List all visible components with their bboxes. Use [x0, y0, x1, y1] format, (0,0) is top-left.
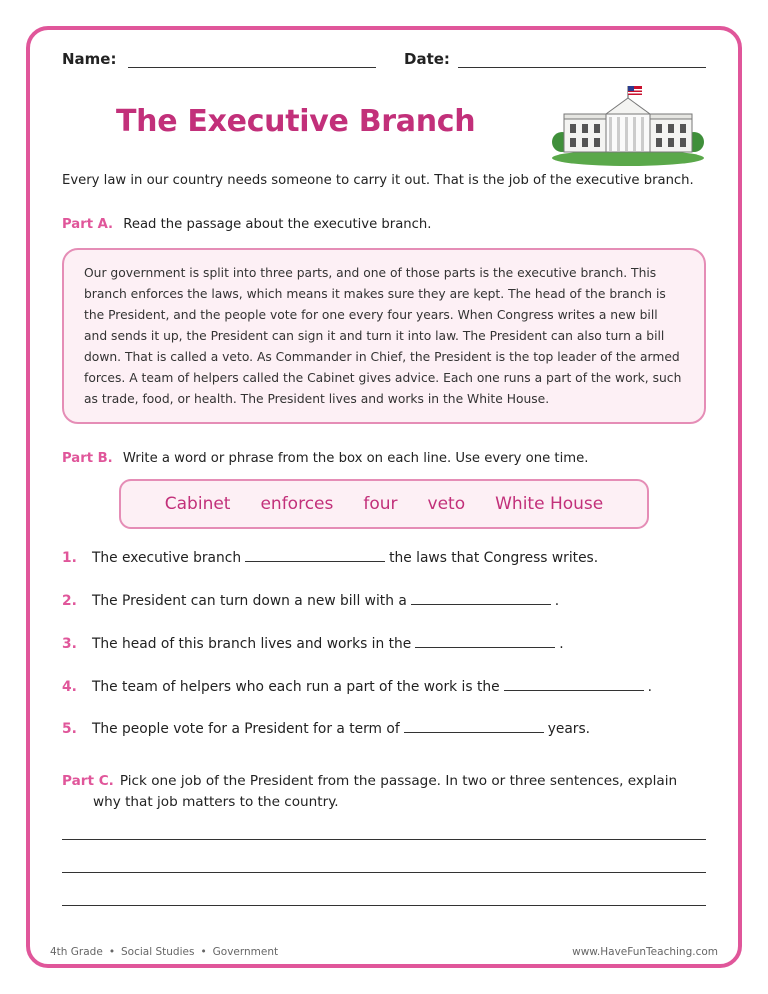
written-answer-line[interactable]	[62, 839, 706, 840]
question-text: The President can turn down a new bill with a	[92, 593, 407, 609]
question-text: The head of this branch lives and works in the	[92, 636, 412, 652]
part-c-heading	[62, 771, 722, 813]
word-bank	[119, 479, 649, 529]
question-4	[62, 677, 652, 695]
page-title: The Executive Branch	[116, 104, 476, 139]
white-house-illustration	[548, 84, 708, 168]
intro-text: Every law in our country needs someone to carry it out. That is the job of the executive branch.	[62, 173, 694, 188]
answer-blank[interactable]	[245, 548, 385, 562]
name-field[interactable]	[128, 67, 376, 68]
part-c-instruction-line1: Pick one job of the President from the passage. In two or three sentences, explain	[119, 773, 678, 789]
question-number: 1.	[62, 550, 77, 566]
name-date-row	[62, 48, 706, 72]
question-text-after: .	[554, 593, 560, 609]
question-number: 5.	[62, 721, 77, 737]
question-1	[62, 548, 598, 566]
part-c-instruction-line2: why that job matters to the country.	[93, 794, 339, 810]
passage-box	[62, 248, 706, 424]
part-a-heading	[62, 217, 431, 232]
part-a-label: Part A.	[62, 217, 114, 232]
footer-site: www.HaveFunTeaching.com	[572, 946, 718, 958]
part-b-instruction: Write a word or phrase from the box on each line. Use every one time.	[122, 451, 589, 466]
date-field[interactable]	[458, 67, 706, 68]
answer-blank[interactable]	[404, 719, 544, 733]
question-text-after: years.	[547, 721, 591, 737]
answer-blank[interactable]	[411, 591, 551, 605]
word-bank-item: enforces	[260, 494, 334, 514]
date-label: Date:	[404, 50, 450, 68]
word-bank-item: four	[363, 494, 398, 514]
question-text: The team of helpers who each run a part of the work is the	[92, 679, 500, 695]
question-text-after: .	[647, 679, 652, 695]
part-c-label: Part C.	[62, 773, 114, 789]
answer-blank[interactable]	[415, 634, 555, 648]
written-answer-line[interactable]	[62, 872, 706, 873]
passage-text: Our government is split into three parts, and one of those parts is the executive branch. This branch enforces the laws, which means it makes sure they are kept. The head of the branch is the President, and the people vote for one every four years. When Congress writes a new bill and sends it up, the President can sign it and turn it into law. The President can also turn a bill down. That is called a veto. As Commander in Chief, the President is the top leader of the armed forces. A team of helpers called the Cabinet gives advice. Each one runs a part of the work, such as trade, food, or health. The President lives and works in the White House.	[84, 266, 682, 406]
word-bank-item: veto	[427, 494, 466, 514]
footer-topic: Government	[212, 946, 279, 958]
question-text: The executive branch	[92, 550, 242, 566]
question-3	[62, 634, 564, 652]
part-b-heading	[62, 451, 588, 466]
name-label: Name:	[62, 50, 117, 68]
question-text-after: the laws that Congress writes.	[389, 550, 599, 566]
part-a-instruction: Read the passage about the executive branch.	[123, 217, 432, 232]
part-b-label: Part B.	[62, 451, 113, 466]
bullet-dot-icon: •	[108, 946, 116, 958]
written-answer-line[interactable]	[62, 905, 706, 906]
question-number: 2.	[62, 593, 77, 609]
bullet-dot-icon: •	[200, 946, 207, 958]
footer-grade: 4th Grade	[50, 946, 103, 958]
question-2	[62, 591, 559, 609]
question-5	[62, 719, 590, 737]
footer-subject: Social Studies	[121, 946, 195, 958]
word-bank-item: Cabinet	[164, 494, 231, 514]
question-text: The people vote for a President for a term of	[92, 721, 400, 737]
question-number: 3.	[62, 636, 77, 652]
question-number: 4.	[62, 679, 77, 695]
answer-blank[interactable]	[504, 677, 644, 691]
footer-tags	[50, 946, 278, 958]
word-bank-item: White House	[495, 494, 604, 514]
question-text-after: .	[559, 636, 564, 652]
